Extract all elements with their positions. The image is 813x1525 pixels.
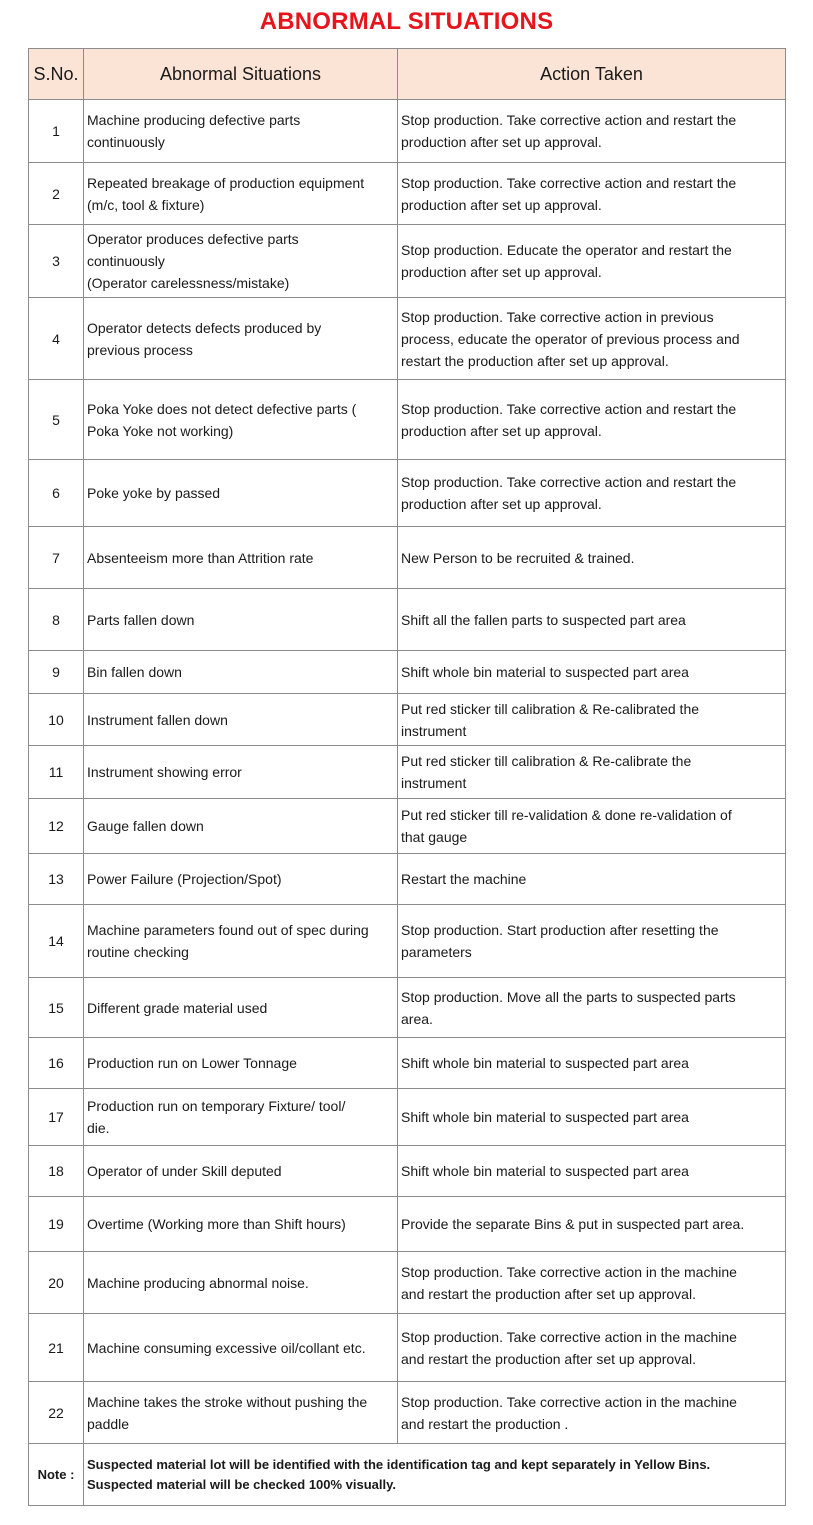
row-action: Shift whole bin material to suspected part area	[398, 1089, 786, 1146]
row-situation: Instrument fallen down	[84, 694, 398, 746]
table-row	[29, 298, 786, 380]
row-sno: 4	[29, 298, 84, 380]
table-header-row	[29, 49, 786, 100]
row-action: Shift all the fallen parts to suspected part area	[398, 589, 786, 651]
row-situation: Machine producing defective parts continuously	[84, 100, 398, 163]
row-sno: 22	[29, 1382, 84, 1444]
table-row	[29, 1197, 786, 1252]
row-situation: Repeated breakage of production equipment (m/c, tool & fixture)	[84, 163, 398, 225]
row-action: Stop production. Take corrective action in the machine and restart the production .	[398, 1382, 786, 1444]
header-sno: S.No.	[29, 49, 84, 100]
note-text: Suspected material lot will be identified with the identification tag and kept separately in Yellow Bins. Suspected material will be checked 100% visually.	[84, 1444, 786, 1506]
row-situation: Bin fallen down	[84, 651, 398, 694]
row-situation: Machine consuming excessive oil/collant etc.	[84, 1314, 398, 1382]
row-sno: 5	[29, 380, 84, 460]
row-sno: 9	[29, 651, 84, 694]
row-sno: 11	[29, 746, 84, 799]
row-action: Provide the separate Bins & put in suspected part area.	[398, 1197, 786, 1252]
table-row	[29, 1252, 786, 1314]
row-sno: 6	[29, 460, 84, 527]
table-row	[29, 380, 786, 460]
row-action: Stop production. Start production after resetting the parameters	[398, 905, 786, 978]
row-situation: Overtime (Working more than Shift hours)	[84, 1197, 398, 1252]
row-situation: Instrument showing error	[84, 746, 398, 799]
note-label: Note :	[29, 1444, 84, 1506]
row-sno: 20	[29, 1252, 84, 1314]
header-action: Action Taken	[398, 49, 786, 100]
row-action: Put red sticker till calibration & Re-calibrated the instrument	[398, 694, 786, 746]
row-sno: 18	[29, 1146, 84, 1197]
row-situation: Machine parameters found out of spec during routine checking	[84, 905, 398, 978]
table-row	[29, 746, 786, 799]
row-situation: Operator of under Skill deputed	[84, 1146, 398, 1197]
row-action: Stop production. Educate the operator and restart the production after set up approval.	[398, 225, 786, 298]
row-action: Shift whole bin material to suspected part area	[398, 651, 786, 694]
table-row	[29, 1314, 786, 1382]
row-action: Stop production. Move all the parts to suspected parts area.	[398, 978, 786, 1038]
row-sno: 1	[29, 100, 84, 163]
row-situation: Operator detects defects produced by previous process	[84, 298, 398, 380]
table-row	[29, 694, 786, 746]
page-title: ABNORMAL SITUATIONS	[259, 8, 554, 35]
row-action: Restart the machine	[398, 854, 786, 905]
row-action: Put red sticker till calibration & Re-calibrate the instrument	[398, 746, 786, 799]
row-sno: 13	[29, 854, 84, 905]
abnormal-situations-table	[28, 48, 786, 1506]
row-sno: 17	[29, 1089, 84, 1146]
table-row	[29, 1089, 786, 1146]
row-sno: 2	[29, 163, 84, 225]
row-sno: 14	[29, 905, 84, 978]
row-sno: 8	[29, 589, 84, 651]
row-sno: 19	[29, 1197, 84, 1252]
table-row	[29, 1382, 786, 1444]
row-situation: Different grade material used	[84, 978, 398, 1038]
table-row	[29, 1146, 786, 1197]
table-row	[29, 163, 786, 225]
row-situation: Absenteeism more than Attrition rate	[84, 527, 398, 589]
row-situation: Power Failure (Projection/Spot)	[84, 854, 398, 905]
note-row	[29, 1444, 786, 1506]
table-row	[29, 589, 786, 651]
header-situation: Abnormal Situations	[84, 49, 398, 100]
row-action: Shift whole bin material to suspected part area	[398, 1146, 786, 1197]
row-action: Stop production. Take corrective action in previous process, educate the operator of previous process and restart the production after set up approval.	[398, 298, 786, 380]
row-sno: 7	[29, 527, 84, 589]
row-action: Stop production. Take corrective action and restart the production after set up approval.	[398, 163, 786, 225]
row-situation: Parts fallen down	[84, 589, 398, 651]
table-row	[29, 905, 786, 978]
row-sno: 12	[29, 799, 84, 854]
row-sno: 3	[29, 225, 84, 298]
table-row	[29, 978, 786, 1038]
row-action: New Person to be recruited & trained.	[398, 527, 786, 589]
row-sno: 21	[29, 1314, 84, 1382]
row-situation: Gauge fallen down	[84, 799, 398, 854]
row-action: Put red sticker till re-validation & done re-validation of that gauge	[398, 799, 786, 854]
table-row	[29, 100, 786, 163]
row-action: Stop production. Take corrective action and restart the production after set up approval.	[398, 100, 786, 163]
row-situation: Machine producing abnormal noise.	[84, 1252, 398, 1314]
row-situation: Poke yoke by passed	[84, 460, 398, 527]
row-situation: Poka Yoke does not detect defective parts ( Poka Yoke not working)	[84, 380, 398, 460]
table-row	[29, 651, 786, 694]
table-row	[29, 1038, 786, 1089]
row-action: Shift whole bin material to suspected part area	[398, 1038, 786, 1089]
table-row	[29, 527, 786, 589]
row-sno: 16	[29, 1038, 84, 1089]
row-situation: Production run on Lower Tonnage	[84, 1038, 398, 1089]
row-action: Stop production. Take corrective action and restart the production after set up approval.	[398, 460, 786, 527]
row-action: Stop production. Take corrective action in the machine and restart the production after set up approval.	[398, 1252, 786, 1314]
row-action: Stop production. Take corrective action and restart the production after set up approval.	[398, 380, 786, 460]
table-row	[29, 225, 786, 298]
table-row	[29, 854, 786, 905]
table-row	[29, 460, 786, 527]
row-situation: Production run on temporary Fixture/ tool/ die.	[84, 1089, 398, 1146]
row-action: Stop production. Take corrective action in the machine and restart the production after set up approval.	[398, 1314, 786, 1382]
row-sno: 10	[29, 694, 84, 746]
row-situation: Machine takes the stroke without pushing the paddle	[84, 1382, 398, 1444]
row-sno: 15	[29, 978, 84, 1038]
row-situation: Operator produces defective parts continuously (Operator carelessness/mistake)	[84, 225, 398, 298]
table-row	[29, 799, 786, 854]
